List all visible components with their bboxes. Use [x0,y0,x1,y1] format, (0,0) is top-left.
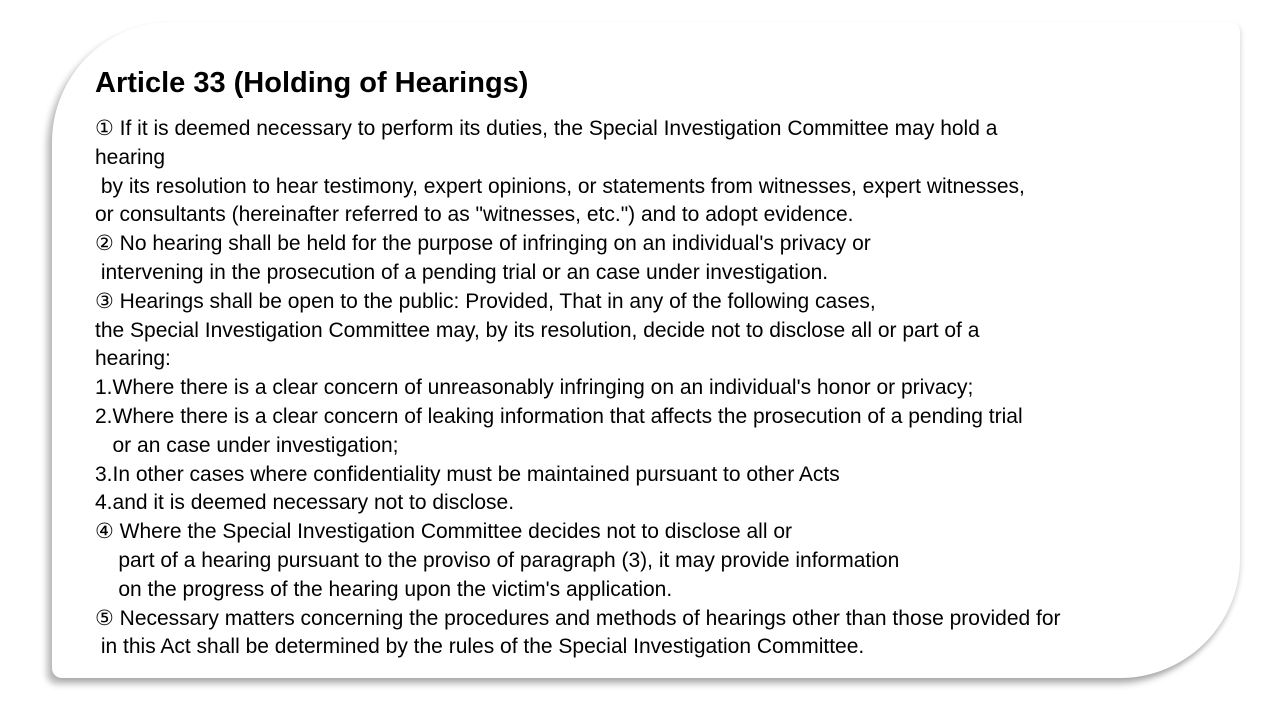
text-line: ⑤ Necessary matters concerning the procedures and methods of hearings other than those provided for [95,606,1061,630]
text-line: 3.In other cases where confidentiality must be maintained pursuant to other Acts [95,462,840,486]
article-body [95,115,1235,662]
text-line: or consultants (hereinafter referred to as "witnesses, etc.") and to adopt evidence. [95,203,854,227]
text-line: 1.Where there is a clear concern of unreasonably infringing on an individual's honor or privacy; [95,376,974,400]
text-line: 2.Where there is a clear concern of leaking information that affects the prosecution of a pending trial [95,404,1023,428]
text-line: by its resolution to hear testimony, expert opinions, or statements from witnesses, expert witnesses, [95,174,1025,198]
text-line: ② No hearing shall be held for the purpose of infringing on an individual's privacy or [95,232,871,256]
text-line: in this Act shall be determined by the rules of the Special Investigation Committee. [95,635,865,659]
text-line: on the progress of the hearing upon the victim's application. [95,577,673,601]
text-line: part of a hearing pursuant to the proviso of paragraph (3), it may provide information [95,548,900,572]
text-line: hearing [95,145,166,169]
text-line: 4.and it is deemed necessary not to disclose. [95,491,515,515]
text-line: ① If it is deemed necessary to perform its duties, the Special Investigation Committee may hold a [95,117,998,140]
text-line: the Special Investigation Committee may, by its resolution, decide not to disclose all or part of a [95,318,980,342]
text-line: or an case under investigation; [95,433,399,457]
article-title: Article 33 (Holding of Hearings) [95,67,529,99]
text-line: ④ Where the Special Investigation Committee decides not to disclose all or [95,520,792,544]
text-line: ③ Hearings shall be open to the public: Provided, That in any of the following cases, [95,289,876,313]
text-line: hearing: [95,347,171,371]
text-line: intervening in the prosecution of a pending trial or an case under investigation. [95,260,829,284]
